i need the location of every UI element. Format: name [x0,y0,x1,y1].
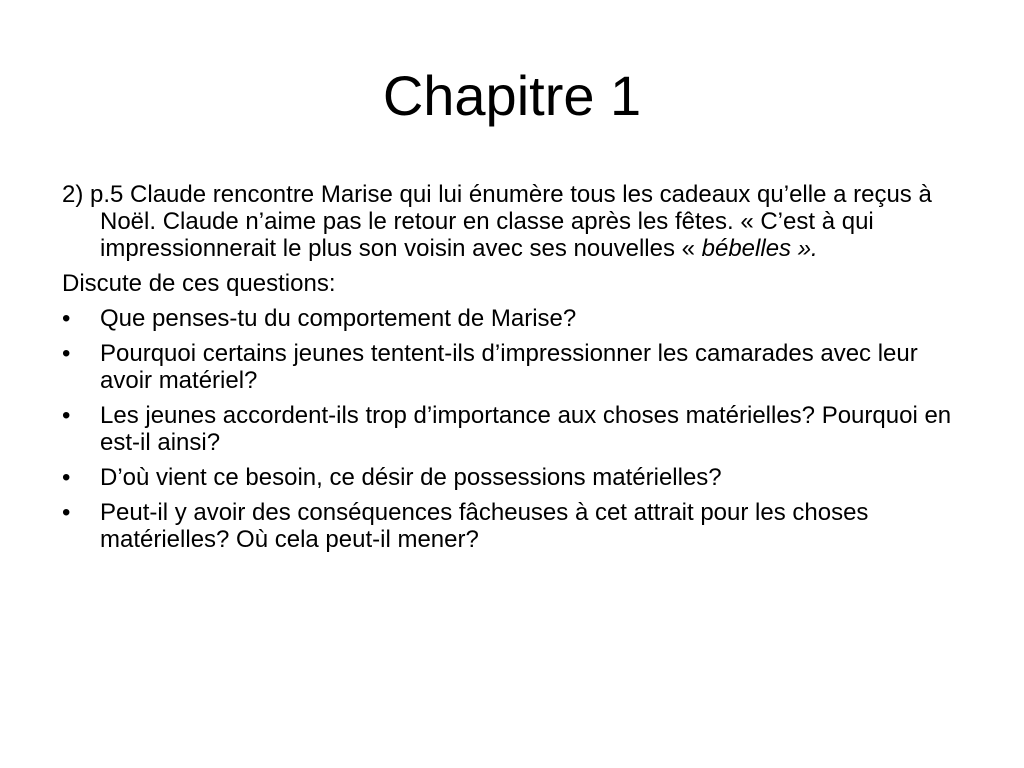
bullet-icon: • [62,464,71,491]
question-text: Pourquoi certains jeunes tentent-ils d’impressionner les camarades avec leur avoir matériel? [100,340,918,394]
question-item [62,340,962,394]
bullet-icon: • [62,402,71,429]
intro-italic-word: bébelles ». [701,235,818,262]
discussion-prompt: Discute de ces questions: [62,270,336,297]
slide-body [62,181,962,561]
question-item [62,464,962,491]
question-text: Que penses-tu du comportement de Marise? [100,305,577,332]
bullet-icon: • [62,305,71,332]
question-item [62,402,962,456]
slide-title: Chapitre 1 [382,64,642,127]
question-item [62,305,962,332]
question-text: Les jeunes accordent-ils trop d’importance aux choses matérielles? Pourquoi en est-il ainsi? [100,402,952,456]
intro-text: 2) p.5 Claude rencontre Marise qui lui énumère tous les cadeaux qu’elle a reçus à Noël. Claude n’aime pas le retour en classe après les fêtes. « C’est à qui impressionnerait le plus son voisin avec ses nouvelles « [62,181,932,262]
intro-paragraph [62,181,962,262]
question-text: Peut-il y avoir des conséquences fâcheuses à cet attrait pour les choses matérielles? Où cela peut-il mener? [100,499,869,553]
question-list [62,305,962,553]
bullet-icon: • [62,499,71,526]
question-item [62,499,962,553]
question-text: D’où vient ce besoin, ce désir de possessions matérielles? [100,464,722,491]
bullet-icon: • [62,340,71,367]
